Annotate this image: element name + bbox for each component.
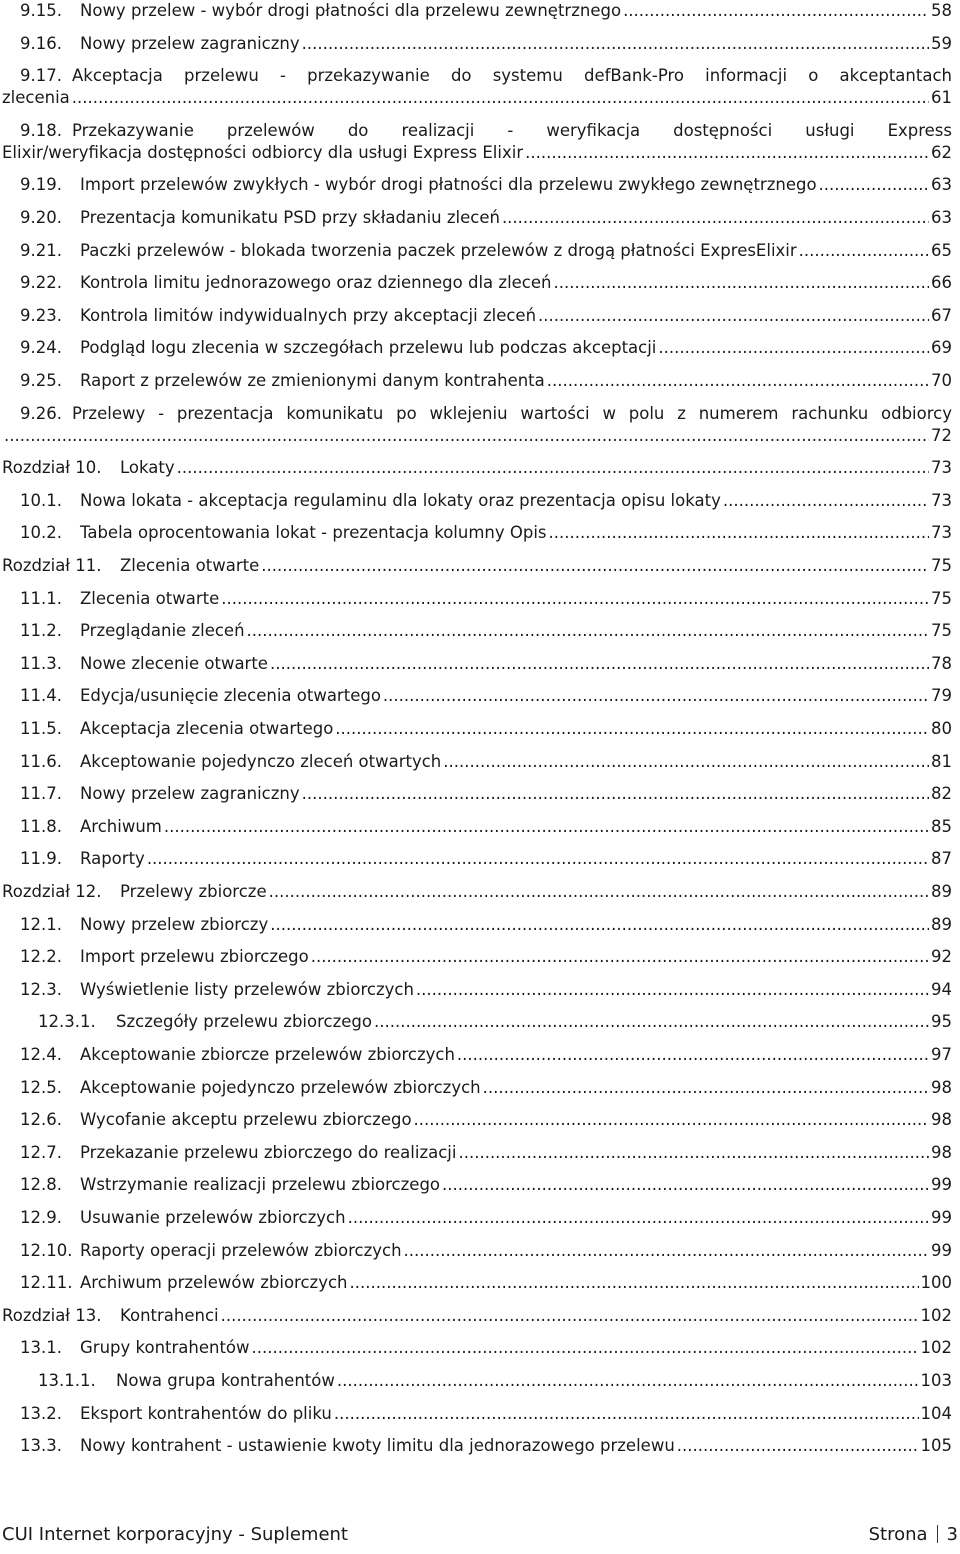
toc-entry-page: 73 [931, 458, 952, 478]
toc-entry-title: Akceptowanie pojedynczo zleceń otwartych [80, 751, 442, 771]
toc-entry-leader [549, 522, 929, 544]
toc-entry-leader [677, 1435, 919, 1457]
toc-entry-label [20, 174, 817, 196]
toc-entry-leader [4, 425, 929, 447]
toc-entry-title: Nowa grupa kontrahentów [116, 1371, 335, 1390]
toc-entry-number: 12.4. [20, 1045, 62, 1064]
toc-entry-label [20, 1240, 402, 1262]
toc-entry-title: Wstrzymanie realizacji przelewu zbiorczego [80, 1175, 441, 1195]
toc-entry-page: 81 [931, 751, 952, 771]
toc-entry-leader [819, 174, 929, 196]
toc-entry-page: 63 [931, 208, 952, 227]
toc-entry-number: 11.4. [20, 686, 62, 706]
toc-entry-label [20, 848, 145, 870]
toc-entry-label [2, 1305, 219, 1327]
toc-entry[interactable] [0, 120, 952, 164]
toc-entry-number: 12.8. [20, 1175, 62, 1195]
toc-entry-leader [221, 1305, 919, 1327]
toc-entry-page: 104 [920, 1403, 952, 1423]
toc-entry[interactable] [0, 174, 952, 196]
toc-entry-page: 59 [931, 33, 952, 53]
toc-entry-leader [252, 1337, 919, 1359]
toc-entry-leader [302, 33, 929, 55]
toc-entry[interactable] [0, 979, 952, 1001]
toc-entry-number: 9.17. [20, 66, 62, 86]
toc-entry-number: 12.11. [20, 1273, 73, 1293]
toc-entry[interactable] [0, 1240, 952, 1262]
toc-entry-label [20, 1272, 348, 1294]
toc-entry-page: 98 [931, 1142, 952, 1162]
toc-entry[interactable] [0, 588, 952, 610]
toc-entry-number: 9.25. [20, 371, 62, 390]
toc-entry-page: 82 [931, 784, 952, 804]
toc-entry[interactable] [0, 1337, 952, 1359]
toc-entry-title: Import przelewu zbiorczego [80, 947, 309, 967]
toc-entry-leader [404, 1240, 929, 1262]
toc-entry-title: Kontrola limitów indywidualnych przy akceptacji zleceń [80, 305, 537, 325]
toc-entry-title: Raporty operacji przelewów zbiorczych [80, 1240, 402, 1260]
toc-entry-number: Rozdział 11. [2, 556, 102, 575]
footer-page-label: Strona [868, 1524, 928, 1545]
toc-entry[interactable] [0, 1077, 952, 1099]
toc-entry[interactable] [0, 1435, 952, 1457]
toc-entry-page: 98 [931, 1110, 952, 1130]
toc-entry[interactable] [0, 370, 952, 392]
toc-entry-title: Nowy przelew - wybór drogi płatności dla przelewu zewnętrznego [80, 1, 622, 20]
toc-entry-leader [374, 1011, 929, 1033]
toc-entry-number: 9.24. [20, 338, 62, 358]
page-footer [0, 1524, 960, 1554]
footer-separator [937, 1525, 938, 1543]
toc-entry-leader [483, 1077, 929, 1099]
toc-entry-page: 98 [931, 1077, 952, 1097]
toc-entry-title: Przelewy zbiorcze [120, 882, 267, 901]
toc-entry-leader [221, 588, 929, 610]
toc-entry-title: Podgląd logu zlecenia w szczegółach przelewu lub podczas akceptacji [80, 338, 657, 358]
toc-entry-number: 10.2. [20, 523, 62, 543]
footer-page-number: 3 [946, 1524, 958, 1545]
toc-entry-number: 9.19. [20, 175, 62, 195]
toc-entry[interactable] [0, 816, 952, 838]
toc-entry[interactable] [0, 1011, 952, 1033]
toc-entry-label [20, 305, 536, 327]
toc-entry-page: 75 [931, 588, 952, 608]
toc-entry-label [20, 272, 551, 294]
toc-entry[interactable] [0, 305, 952, 327]
toc-entry-number: 9.21. [20, 240, 62, 260]
toc-entry-label [20, 1207, 346, 1229]
toc-entry-title: Grupy kontrahentów [80, 1338, 250, 1358]
toc-entry-number: 11.8. [20, 816, 62, 836]
toc-entry-leader [270, 914, 929, 936]
toc-entry-number: 9.16. [20, 33, 62, 53]
toc-entry-leader [414, 1109, 929, 1131]
toc-entry-label [20, 370, 545, 392]
toc-entry-number: 12.9. [20, 1208, 62, 1227]
toc-entry-page: 97 [931, 1045, 952, 1064]
toc-entry-number: 11.5. [20, 719, 62, 738]
toc-entry-leader [335, 718, 929, 740]
toc-entry-first-line [20, 65, 952, 87]
toc-entry-number: 9.20. [20, 208, 62, 227]
toc-entry[interactable] [0, 522, 952, 544]
toc-entry[interactable] [0, 272, 952, 294]
toc-entry-number: 11.7. [20, 784, 62, 804]
toc-entry-label [38, 1011, 372, 1033]
toc-entry-page: 100 [920, 1273, 952, 1293]
toc-entry-leader [502, 207, 929, 229]
toc-entry-number: 11.3. [20, 653, 62, 673]
toc-entry[interactable] [0, 1305, 952, 1327]
toc-entry-title: Przelewy - prezentacja komunikatu po wklejeniu wartości w polu z numerem rachunku odbiorcy [71, 403, 952, 423]
toc-entry[interactable] [0, 65, 952, 109]
toc-entry[interactable] [0, 1370, 952, 1392]
toc-entry-leader [623, 0, 929, 22]
toc-entry-page: 99 [931, 1175, 952, 1195]
toc-entry-page: 78 [931, 653, 952, 673]
toc-entry-title: Edycja/usunięcie zlecenia otwartego [80, 686, 381, 706]
toc-entry-title: Tabela oprocentowania lokat - prezentacja kolumny Opis [80, 523, 547, 543]
toc-entry-page: 102 [920, 1305, 952, 1325]
toc-entry-page: 79 [931, 686, 952, 706]
toc-entry-first-line [20, 403, 952, 425]
toc-entry[interactable] [0, 1142, 952, 1164]
toc-entry-page: 65 [931, 240, 952, 260]
toc-entry[interactable] [0, 783, 952, 805]
toc-entry[interactable] [0, 946, 952, 968]
toc-entry-title: Nowy przelew zagraniczny [80, 784, 300, 804]
toc-entry-number: 11.2. [20, 621, 62, 641]
toc-entry-label [20, 620, 245, 642]
toc-entry-leader [350, 1272, 919, 1294]
toc-entry-label [20, 522, 547, 544]
toc-entry-label [38, 1370, 335, 1392]
toc-entry-title: Nowy przelew zagraniczny [80, 33, 300, 53]
toc-entry-number: 12.10. [20, 1240, 73, 1260]
toc-entry[interactable] [0, 914, 952, 936]
toc-entry-title: Akceptowanie zbiorcze przelewów zbiorczych [80, 1045, 455, 1064]
toc-entry-leader [442, 1174, 929, 1196]
toc-entry[interactable] [0, 653, 952, 675]
toc-entry-label [20, 33, 300, 55]
toc-entry-title: Kontrola limitu jednorazowego oraz dziennego dla zleceń [80, 273, 552, 293]
toc-entry-label [20, 207, 500, 229]
toc-entry-leader [525, 142, 929, 164]
toc-entry-leader [723, 490, 929, 512]
toc-entry-page: 58 [931, 1, 952, 20]
toc-entry-leader [269, 881, 929, 903]
toc-entry-leader [270, 653, 929, 675]
toc-entry[interactable] [0, 620, 952, 642]
toc-entry-number: 11.6. [20, 751, 62, 771]
toc-entry-title: Usuwanie przelewów zbiorczych [80, 1208, 346, 1227]
toc-entry-page: 105 [920, 1436, 952, 1456]
toc-entry-label [20, 1142, 456, 1164]
toc-entry-number: 12.6. [20, 1110, 62, 1130]
toc-entry-leader [337, 1370, 919, 1392]
toc-entry-title: Przekazanie przelewu zbiorczego do realizacji [80, 1142, 457, 1162]
toc-entry-number: 12.2. [20, 947, 62, 967]
toc-entry-page: 92 [931, 947, 952, 967]
toc-entry-page: 99 [931, 1240, 952, 1260]
toc-entry[interactable] [0, 751, 952, 773]
toc-entry-leader [311, 946, 929, 968]
toc-entry-title: Akceptacja zlecenia otwartego [80, 719, 334, 738]
toc-entry-number: 9.15. [20, 1, 62, 20]
toc-entry-title-continued: Elixir/weryfikacja dostępności odbiorcy dla usługi Express Elixir [2, 142, 524, 162]
toc-entry-label [2, 881, 267, 903]
toc-entry-number: 12.3. [20, 979, 62, 999]
toc-entry-number: Rozdział 13. [2, 1305, 102, 1325]
toc-entry-leader [177, 457, 929, 479]
toc-entry[interactable] [0, 685, 952, 707]
toc-entry-page: 63 [931, 175, 952, 195]
toc-entry-number: Rozdział 12. [2, 882, 102, 901]
toc-entry-page: 102 [920, 1338, 952, 1358]
toc-entry-title: Przekazywanie przelewów do realizacji - weryfikacja dostępności usługi Express [71, 120, 952, 140]
toc-entry-leader [416, 979, 929, 1001]
toc-entry-label [20, 816, 162, 838]
toc-entry-title: Szczegóły przelewu zbiorczego [116, 1012, 372, 1032]
toc-entry-number: Rozdział 10. [2, 458, 102, 478]
toc-entry[interactable] [0, 403, 952, 447]
toc-entry-label [2, 457, 175, 479]
toc-entry-label [20, 240, 797, 262]
toc-entry[interactable] [0, 1044, 952, 1066]
toc-entry[interactable] [0, 718, 952, 740]
toc-entry[interactable] [0, 240, 952, 262]
toc-entry-page: 66 [931, 273, 952, 293]
toc-entry-number: 13.2. [20, 1403, 62, 1423]
toc-entry-number: 12.3.1. [38, 1012, 96, 1032]
toc-entry-title: Paczki przelewów - blokada tworzenia paczek przelewów z drogą płatności ExpresElixir [80, 240, 797, 260]
toc-entry-number: 9.22. [20, 273, 62, 293]
toc-entry-label [20, 1435, 675, 1457]
toc-entry-leader [302, 783, 929, 805]
toc-entry-leader [457, 1044, 929, 1066]
toc-entry-title: Eksport kontrahentów do pliku [80, 1403, 332, 1423]
toc-entry[interactable] [0, 1109, 952, 1131]
toc-entry-page: 103 [920, 1371, 952, 1390]
toc-entry-leader [334, 1403, 919, 1425]
toc-entry[interactable] [0, 0, 952, 22]
toc-entry-label [20, 1044, 455, 1066]
toc-entry-page: 94 [931, 979, 952, 999]
toc-entry[interactable] [0, 555, 952, 577]
toc-entry-label [20, 946, 309, 968]
toc-entry-page: 69 [931, 338, 952, 358]
toc-entry-page: 75 [931, 621, 952, 641]
footer-document-title: CUI Internet korporacyjny - Suplement [2, 1524, 348, 1545]
toc-entry[interactable] [0, 457, 952, 479]
toc-entry-label [20, 718, 333, 740]
toc-entry[interactable] [0, 881, 952, 903]
toc-entry-label [20, 1109, 412, 1131]
toc-entry-title: Prezentacja komunikatu PSD przy składaniu zleceń [80, 208, 500, 227]
toc-entry-title: Akceptowanie pojedynczo przelewów zbiorczych [80, 1077, 481, 1097]
toc-entry-page: 85 [931, 816, 952, 836]
toc-entry-label [20, 685, 381, 707]
toc-entry-number: 13.3. [20, 1436, 62, 1456]
toc-entry[interactable] [0, 490, 952, 512]
toc-entry-number: 11.9. [20, 849, 62, 869]
toc-entry-title: Import przelewów zwykłych - wybór drogi płatności dla przelewu zwykłego zewnętrznego [80, 175, 817, 195]
toc-entry-page: 89 [931, 914, 952, 934]
toc-entry-label [20, 1174, 440, 1196]
toc-entry-number: 12.1. [20, 914, 62, 934]
toc-entry-number: 12.7. [20, 1142, 62, 1162]
toc-entry-leader [443, 751, 929, 773]
toc-entry-leader [164, 816, 929, 838]
toc-entry[interactable] [0, 207, 952, 229]
toc-entry-number: 10.1. [20, 490, 62, 510]
toc-entry-leader [72, 87, 929, 109]
toc-entry-title: Nowy przelew zbiorczy [80, 914, 269, 934]
toc-entry-label [20, 1337, 250, 1359]
toc-entry-leader [538, 305, 929, 327]
toc-entry-page: 72 [931, 425, 952, 445]
toc-entry-title: Wycofanie akceptu przelewu zbiorczego [80, 1110, 412, 1130]
toc-entry-page: 95 [931, 1012, 952, 1032]
toc-entry-title: Lokaty [120, 458, 175, 478]
toc-entry-page: 80 [931, 719, 952, 738]
toc-entry-page: 87 [931, 849, 952, 869]
toc-entry-label [20, 979, 414, 1001]
toc-entry-title: Zlecenia otwarte [80, 588, 220, 608]
toc-entry-page: 99 [931, 1208, 952, 1227]
toc-entry-number: 9.26. [20, 403, 62, 423]
toc-entry-page: 67 [931, 305, 952, 325]
toc-entry-leader [547, 370, 929, 392]
toc-entry-page: 62 [931, 142, 952, 162]
toc-entry-number: 9.23. [20, 305, 62, 325]
toc-entry-title: Nowe zlecenie otwarte [80, 653, 268, 673]
toc-entry-label [20, 490, 721, 512]
toc-entry-title-continued: zlecenia [2, 88, 70, 108]
toc-entry-leader [553, 272, 929, 294]
toc-entry-number: 12.5. [20, 1077, 62, 1097]
toc-entry-leader [247, 620, 929, 642]
toc-entry[interactable] [0, 1207, 952, 1229]
toc-entry-title: Nowy kontrahent - ustawienie kwoty limitu dla jednorazowego przelewu [80, 1436, 675, 1456]
toc-entry-title: Kontrahenci [120, 1305, 219, 1325]
toc-entry-leader [458, 1142, 929, 1164]
toc-entry-title: Wyświetlenie listy przelewów zbiorczych [80, 979, 414, 999]
toc-entry[interactable] [0, 33, 952, 55]
toc-entry-title: Przeglądanie zleceń [80, 621, 245, 641]
toc-entry[interactable] [0, 848, 952, 870]
toc-entry-leader [147, 848, 929, 870]
toc-entry-number: 13.1. [20, 1338, 62, 1358]
toc-entry-page: 75 [931, 556, 952, 575]
toc-entry-title: Zlecenia otwarte [120, 556, 260, 575]
toc-entry-page: 73 [931, 523, 952, 543]
toc-entry-number: 11.1. [20, 588, 62, 608]
toc-entry-label [20, 653, 268, 675]
toc-entry-label [20, 0, 621, 22]
toc-entry-label [20, 337, 656, 359]
toc-entry-label [20, 914, 268, 936]
toc-entry-label [20, 751, 441, 773]
toc-entry-label [2, 555, 259, 577]
toc-entry-label [20, 1077, 481, 1099]
toc-entry[interactable] [0, 1272, 952, 1294]
toc-entry-page: 70 [931, 371, 952, 390]
toc-entry-title: Nowa lokata - akceptacja regulaminu dla lokaty oraz prezentacja opisu lokaty [80, 490, 721, 510]
toc-entry-leader [348, 1207, 929, 1229]
toc-entry-leader [261, 555, 929, 577]
toc-entry[interactable] [0, 337, 952, 359]
toc-entry-label [20, 783, 300, 805]
toc-entry-leader [658, 337, 929, 359]
toc-entry-page: 89 [931, 882, 952, 901]
toc-entry-title: Raporty [80, 849, 145, 869]
toc-entry-title: Archiwum przelewów zbiorczych [80, 1273, 348, 1293]
toc-entry-leader [383, 685, 929, 707]
toc-entry-title: Raport z przelewów ze zmienionymi danym kontrahenta [80, 371, 545, 390]
toc-entry-number: 13.1.1. [38, 1371, 96, 1390]
toc-entry-title: Akceptacja przelewu - przekazywanie do systemu defBank-Pro informacji o akceptantach [71, 66, 952, 86]
toc-entry-number: 9.18. [20, 120, 62, 140]
toc-entry-title: Archiwum [80, 816, 162, 836]
toc-entry-leader [799, 240, 929, 262]
toc-entry-label [20, 588, 219, 610]
toc-entry-page: 73 [931, 490, 952, 510]
toc-entry[interactable] [0, 1174, 952, 1196]
toc-entry-first-line [20, 120, 952, 142]
toc-entry-page: 61 [931, 88, 952, 108]
toc-entry-label [20, 1403, 332, 1425]
footer-page-indicator [869, 1524, 958, 1546]
toc-entry[interactable] [0, 1403, 952, 1425]
